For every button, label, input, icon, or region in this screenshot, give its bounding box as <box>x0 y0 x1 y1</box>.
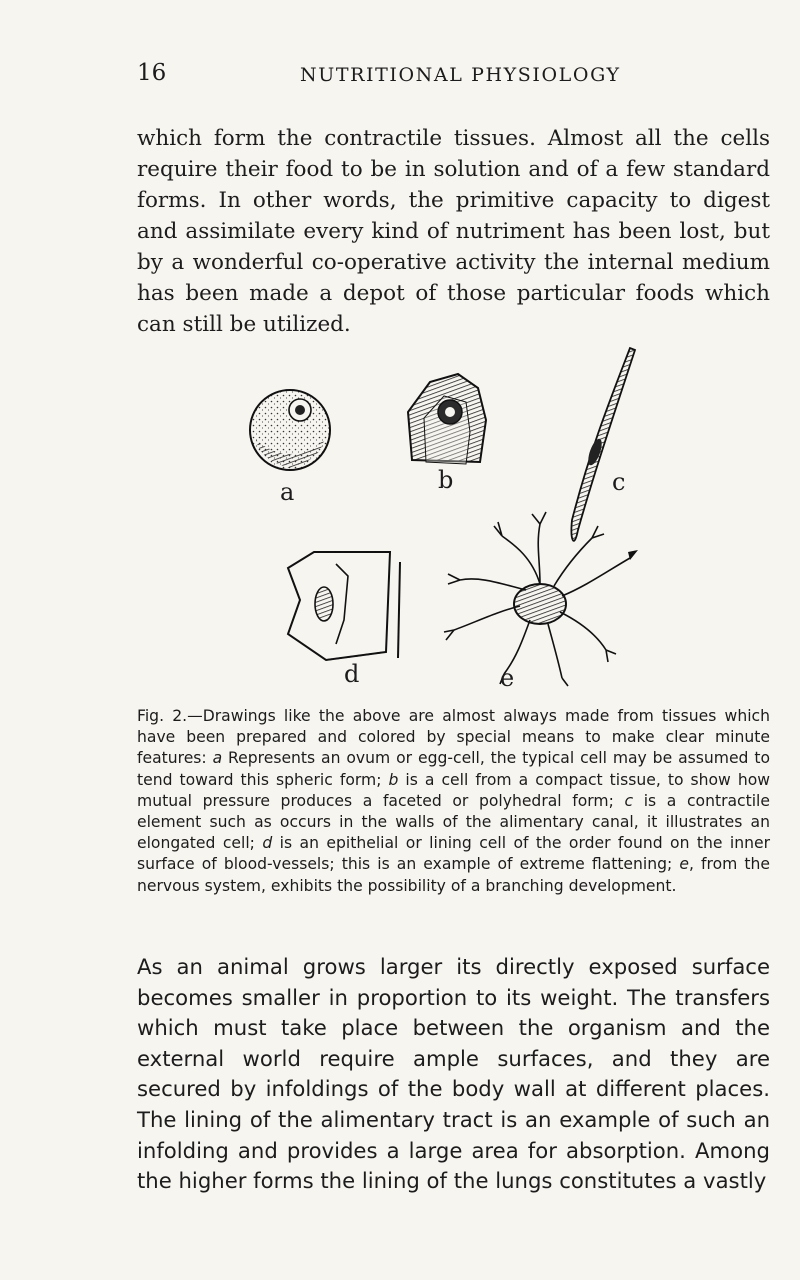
cell-e-nerve <box>444 512 638 686</box>
caption-text: is a cell from a compact tissue, to show how mutual pressure produces a faceted or polyhedral form; <box>137 770 771 810</box>
caption-text: , from the nervous system, exhibits the possibility of a branching development. <box>137 855 770 895</box>
cell-a-ovum <box>250 390 330 470</box>
fig-label-a: a <box>280 478 295 506</box>
fig-label-e: e <box>500 664 515 690</box>
running-head: NUTRITIONAL PHYSIOLOGY <box>300 64 621 86</box>
caption-text: is a contractile element such as occurs in the walls of the alimentary canal, it illustrates an elongated cell; <box>137 791 770 853</box>
body-paragraph-2: As an animal grows larger its directly exposed surface becomes smaller in proportion to its weight. The transfers which must take place between the organism and the external world require ample surfaces, and they are secured by infoldings of the body wall at different places. The lining of the alimentary tract is an example of such an infolding and provides a large area for absorption. Among the higher forms the lining of the lungs constitutes a vastly <box>137 954 770 1194</box>
figure-caption <box>137 706 770 897</box>
fig-label-b: b <box>438 466 454 494</box>
caption-letter-c: c <box>624 791 634 810</box>
page-number: 16 <box>137 60 167 86</box>
figure-cell-drawings <box>240 340 660 690</box>
cell-b-polyhedral <box>408 374 486 464</box>
caption-letter-e: e <box>679 855 689 874</box>
caption-text: Fig. 2.—Drawings like the above are almost always made from tissues which have been prepared and colored by special means to make clear minute features: <box>137 707 770 768</box>
caption-text: is an epithelial or lining cell of the order found on the inner surface of blood-vessels; this is an example of extreme flattening; <box>137 834 770 874</box>
cell-drawings-illustration <box>240 340 660 690</box>
cell-d-epithelial <box>288 552 400 660</box>
caption-letter-a: a <box>212 749 223 768</box>
cell-c-contractile <box>571 348 635 541</box>
caption-letter-b: b <box>388 770 399 789</box>
body-paragraph-1: which form the contractile tissues. Almost all the cells require their food to be in solution and of a few standard forms. In other words, the primitive capacity to digest and assimilate every kind of nutriment has been lost, but by a wonderful co-operative activity the internal medium has been made a depot of those particular foods which can still be utilized. <box>137 126 770 337</box>
caption-text: Represents an ovum or egg-cell, the typical cell may be assumed to tend toward this spheric form; <box>137 749 770 789</box>
caption-letter-d: d <box>262 834 273 853</box>
fig-label-c: c <box>612 468 626 496</box>
fig-label-d: d <box>344 660 360 688</box>
